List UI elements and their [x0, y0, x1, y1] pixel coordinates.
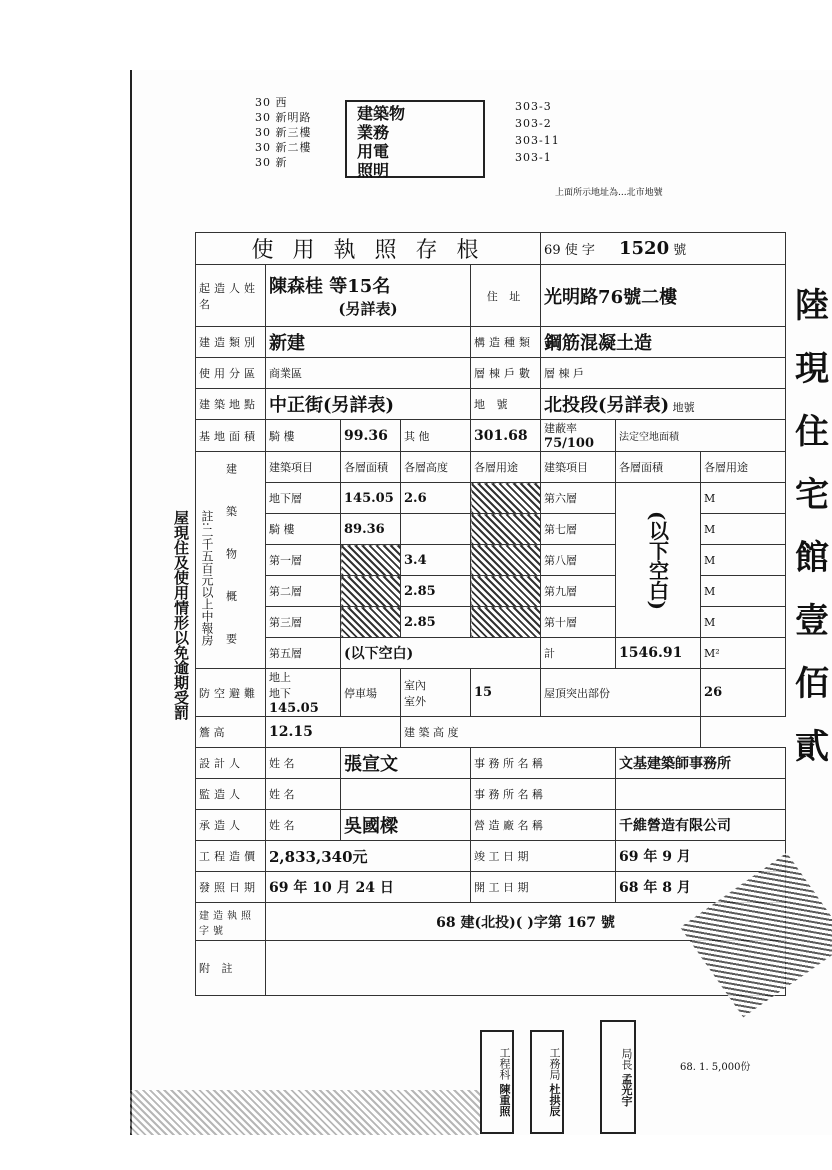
permit-form: [195, 232, 786, 996]
floor-label-right: 第六層: [541, 483, 616, 514]
floor-blank-note: (以下空白): [341, 638, 541, 669]
floor-height: 3.4: [401, 545, 471, 576]
floor-use-illegible: [471, 576, 541, 607]
col-head-1: 各層面積: [341, 452, 401, 483]
floor-area: 145.05: [341, 483, 401, 514]
shelter-below-val: 145.05: [269, 701, 319, 716]
floor-use-illegible: [471, 483, 541, 514]
floor-m: M: [701, 576, 786, 607]
floor-height: 2.6: [401, 483, 471, 514]
supervisor-office: [616, 779, 786, 810]
floor-label-right: 第九層: [541, 576, 616, 607]
shelter-cell: [266, 669, 341, 717]
cost-label: 工程造價: [196, 841, 266, 872]
contractor-firm: 千維營造有限公司: [616, 810, 786, 841]
building-section-label: 建 築 物 概 要: [196, 452, 266, 669]
col-head-2: 各層高度: [401, 452, 471, 483]
location: 中正街(另詳表): [266, 389, 471, 420]
designer-office: 文基建築師事務所: [616, 748, 786, 779]
building-area: 99.36: [341, 420, 401, 452]
number-prefix: 69 使 字: [544, 243, 595, 258]
floor-label: 騎 樓: [266, 514, 341, 545]
other-label: 其 他: [401, 420, 471, 452]
lot: 北投段(另詳表): [544, 395, 670, 416]
cost: 2,833,340元: [266, 841, 471, 872]
building-label: 騎 樓: [266, 420, 341, 452]
category-label: 建造類別: [196, 327, 266, 358]
start: 68 年 8 月: [616, 872, 786, 903]
supervisor-name: [341, 779, 471, 810]
form-title: 使 用 執 照 存 根: [196, 233, 541, 265]
floor-height: 2.85: [401, 607, 471, 638]
roof-val: 26: [701, 669, 786, 717]
shelter-below: 地下: [269, 687, 291, 700]
category: 新建: [266, 327, 471, 358]
supervisor-label: 監造人: [196, 779, 266, 810]
parking-cell: [401, 669, 471, 717]
designer-label: 設計人: [196, 748, 266, 779]
printing-note: 68. 1. 5,000份: [680, 1062, 751, 1073]
floor-m: M: [701, 483, 786, 514]
total-area: 1546.91: [616, 638, 701, 669]
floors: 層 棟 戶: [541, 358, 786, 389]
designer-name-label: 姓 名: [266, 748, 341, 779]
floor-area-illegible: [341, 576, 401, 607]
structure: 鋼筋混凝土造: [541, 327, 786, 358]
right-blank-note: (以下空白): [616, 483, 701, 638]
completion-label: 竣 工 日 期: [471, 841, 616, 872]
floor-area-illegible: [341, 607, 401, 638]
floor-height: 2.85: [401, 576, 471, 607]
right-margin-text: 陸 現 住 宅 館 壹 佰 貳: [795, 286, 829, 767]
side-note-1: 屋現住及使用情形以免逾期受罰: [172, 510, 190, 720]
floor-area: 89.36: [341, 514, 401, 545]
coverage-label: 建蔽率: [544, 422, 578, 435]
roof-label: 屋頂突出部份: [541, 669, 701, 717]
floor-height: [401, 514, 471, 545]
shelter-above: 地上: [269, 671, 291, 684]
floor-label: 第三層: [266, 607, 341, 638]
designer: 張宣文: [341, 748, 471, 779]
applicant-label: 起造人姓名: [196, 265, 266, 327]
structure-label: 構造種類: [471, 327, 541, 358]
lot-cell: [541, 389, 786, 420]
location-label: 建築地點: [196, 389, 266, 420]
total-label: 計: [541, 638, 616, 669]
applicant-cell: [266, 265, 471, 327]
floor-use-illegible: [471, 514, 541, 545]
address: 光明路76號二樓: [541, 265, 786, 327]
coverage-cell: [541, 420, 616, 452]
col-head-r3: 各層用途: [701, 452, 786, 483]
header-footnote: 上面所示地址為...北市地號: [555, 188, 663, 198]
completion: 69 年 9 月: [616, 841, 786, 872]
applicant-note: (另詳表): [338, 300, 398, 318]
floor-use-illegible: [471, 607, 541, 638]
bldg-height-label: 建 築 高 度: [401, 717, 701, 748]
contractor-firm-label: 營 造 廠 名 稱: [471, 810, 616, 841]
floor-label: 地下層: [266, 483, 341, 514]
designer-office-label: 事 務 所 名 稱: [471, 748, 616, 779]
lot-suffix: 地號: [672, 401, 695, 414]
contractor-name-label: 姓 名: [266, 810, 341, 841]
stamp-director: 局長 孟光宇: [600, 1020, 636, 1134]
parking-out: 室外: [404, 694, 426, 708]
side-note-2: 註:二千五百元以上中報房: [200, 510, 214, 647]
contractor: 吳國樑: [341, 810, 471, 841]
site-area-label: 基地面積: [196, 420, 266, 452]
parking-in-val: 15: [471, 669, 541, 717]
floor-m: M: [701, 514, 786, 545]
issue: 69 年 10 月 24 日: [266, 872, 471, 903]
shelter-label: 防空避難: [196, 669, 266, 717]
supervisor-name-label: 姓 名: [266, 779, 341, 810]
floor-use-illegible: [471, 545, 541, 576]
contractor-label: 承造人: [196, 810, 266, 841]
parking-label: 停車場: [341, 669, 401, 717]
stamp-engineering: 工程科 陳重照: [480, 1030, 514, 1134]
floor-label-right: 第八層: [541, 545, 616, 576]
col-head-3: 各層用途: [471, 452, 541, 483]
total-m2: M²: [701, 638, 786, 669]
start-label: 開 工 日 期: [471, 872, 616, 903]
col-head-r0: 建築項目: [541, 452, 616, 483]
col-head-r1: 各層面積: [616, 452, 701, 483]
shelter-below-row: [269, 685, 337, 716]
legal-label: 法定空地面積: [616, 420, 786, 452]
number-suffix: 號: [673, 243, 687, 258]
floor-label: 第一層: [266, 545, 341, 576]
header-codes-left: 30 西 30 新明路 30 新三樓 30 新二樓 30 新: [255, 96, 312, 169]
eaves-label: 簷 高: [196, 717, 266, 748]
permit: 68 建(北投)( )字第 167 號: [266, 903, 786, 941]
notes-label: 附 註: [196, 941, 266, 996]
other-area: 301.68: [471, 420, 541, 452]
zone: 商業區: [266, 358, 471, 389]
permit-number: 1520: [619, 238, 670, 259]
header-codes-right: 303-3 303-2 303-11 303-1: [515, 100, 560, 164]
floor-label-right: 第十層: [541, 607, 616, 638]
floor-label: 第二層: [266, 576, 341, 607]
lot-label: 地 號: [471, 389, 541, 420]
floor-m: M: [701, 545, 786, 576]
col-head-0: 建築項目: [266, 452, 341, 483]
parking-in: 室內: [404, 678, 426, 692]
scan-smudge-bottom: [130, 1090, 480, 1135]
address-label: 住 址: [471, 265, 541, 327]
supervisor-office-label: 事 務 所 名 稱: [471, 779, 616, 810]
applicant-name: 陳森桂 等15名: [269, 276, 391, 297]
permit-number-cell: [541, 233, 786, 265]
stamp-bureau: 工務局 杜拱辰: [530, 1030, 564, 1134]
eaves-val: 12.15: [266, 717, 401, 748]
zone-label: 使用分區: [196, 358, 266, 389]
permit-label: 建造執照字號: [196, 903, 266, 941]
floor-area-illegible: [341, 545, 401, 576]
floors-label: 層棟戶數: [471, 358, 541, 389]
coverage: 75/100: [544, 436, 595, 451]
floor-label-right: 第七層: [541, 514, 616, 545]
floor-m: M: [701, 607, 786, 638]
header-stamp: 建築物 業務 用電 照明: [345, 100, 485, 178]
issue-label: 發照日期: [196, 872, 266, 903]
floor-label: 第五層: [266, 638, 341, 669]
